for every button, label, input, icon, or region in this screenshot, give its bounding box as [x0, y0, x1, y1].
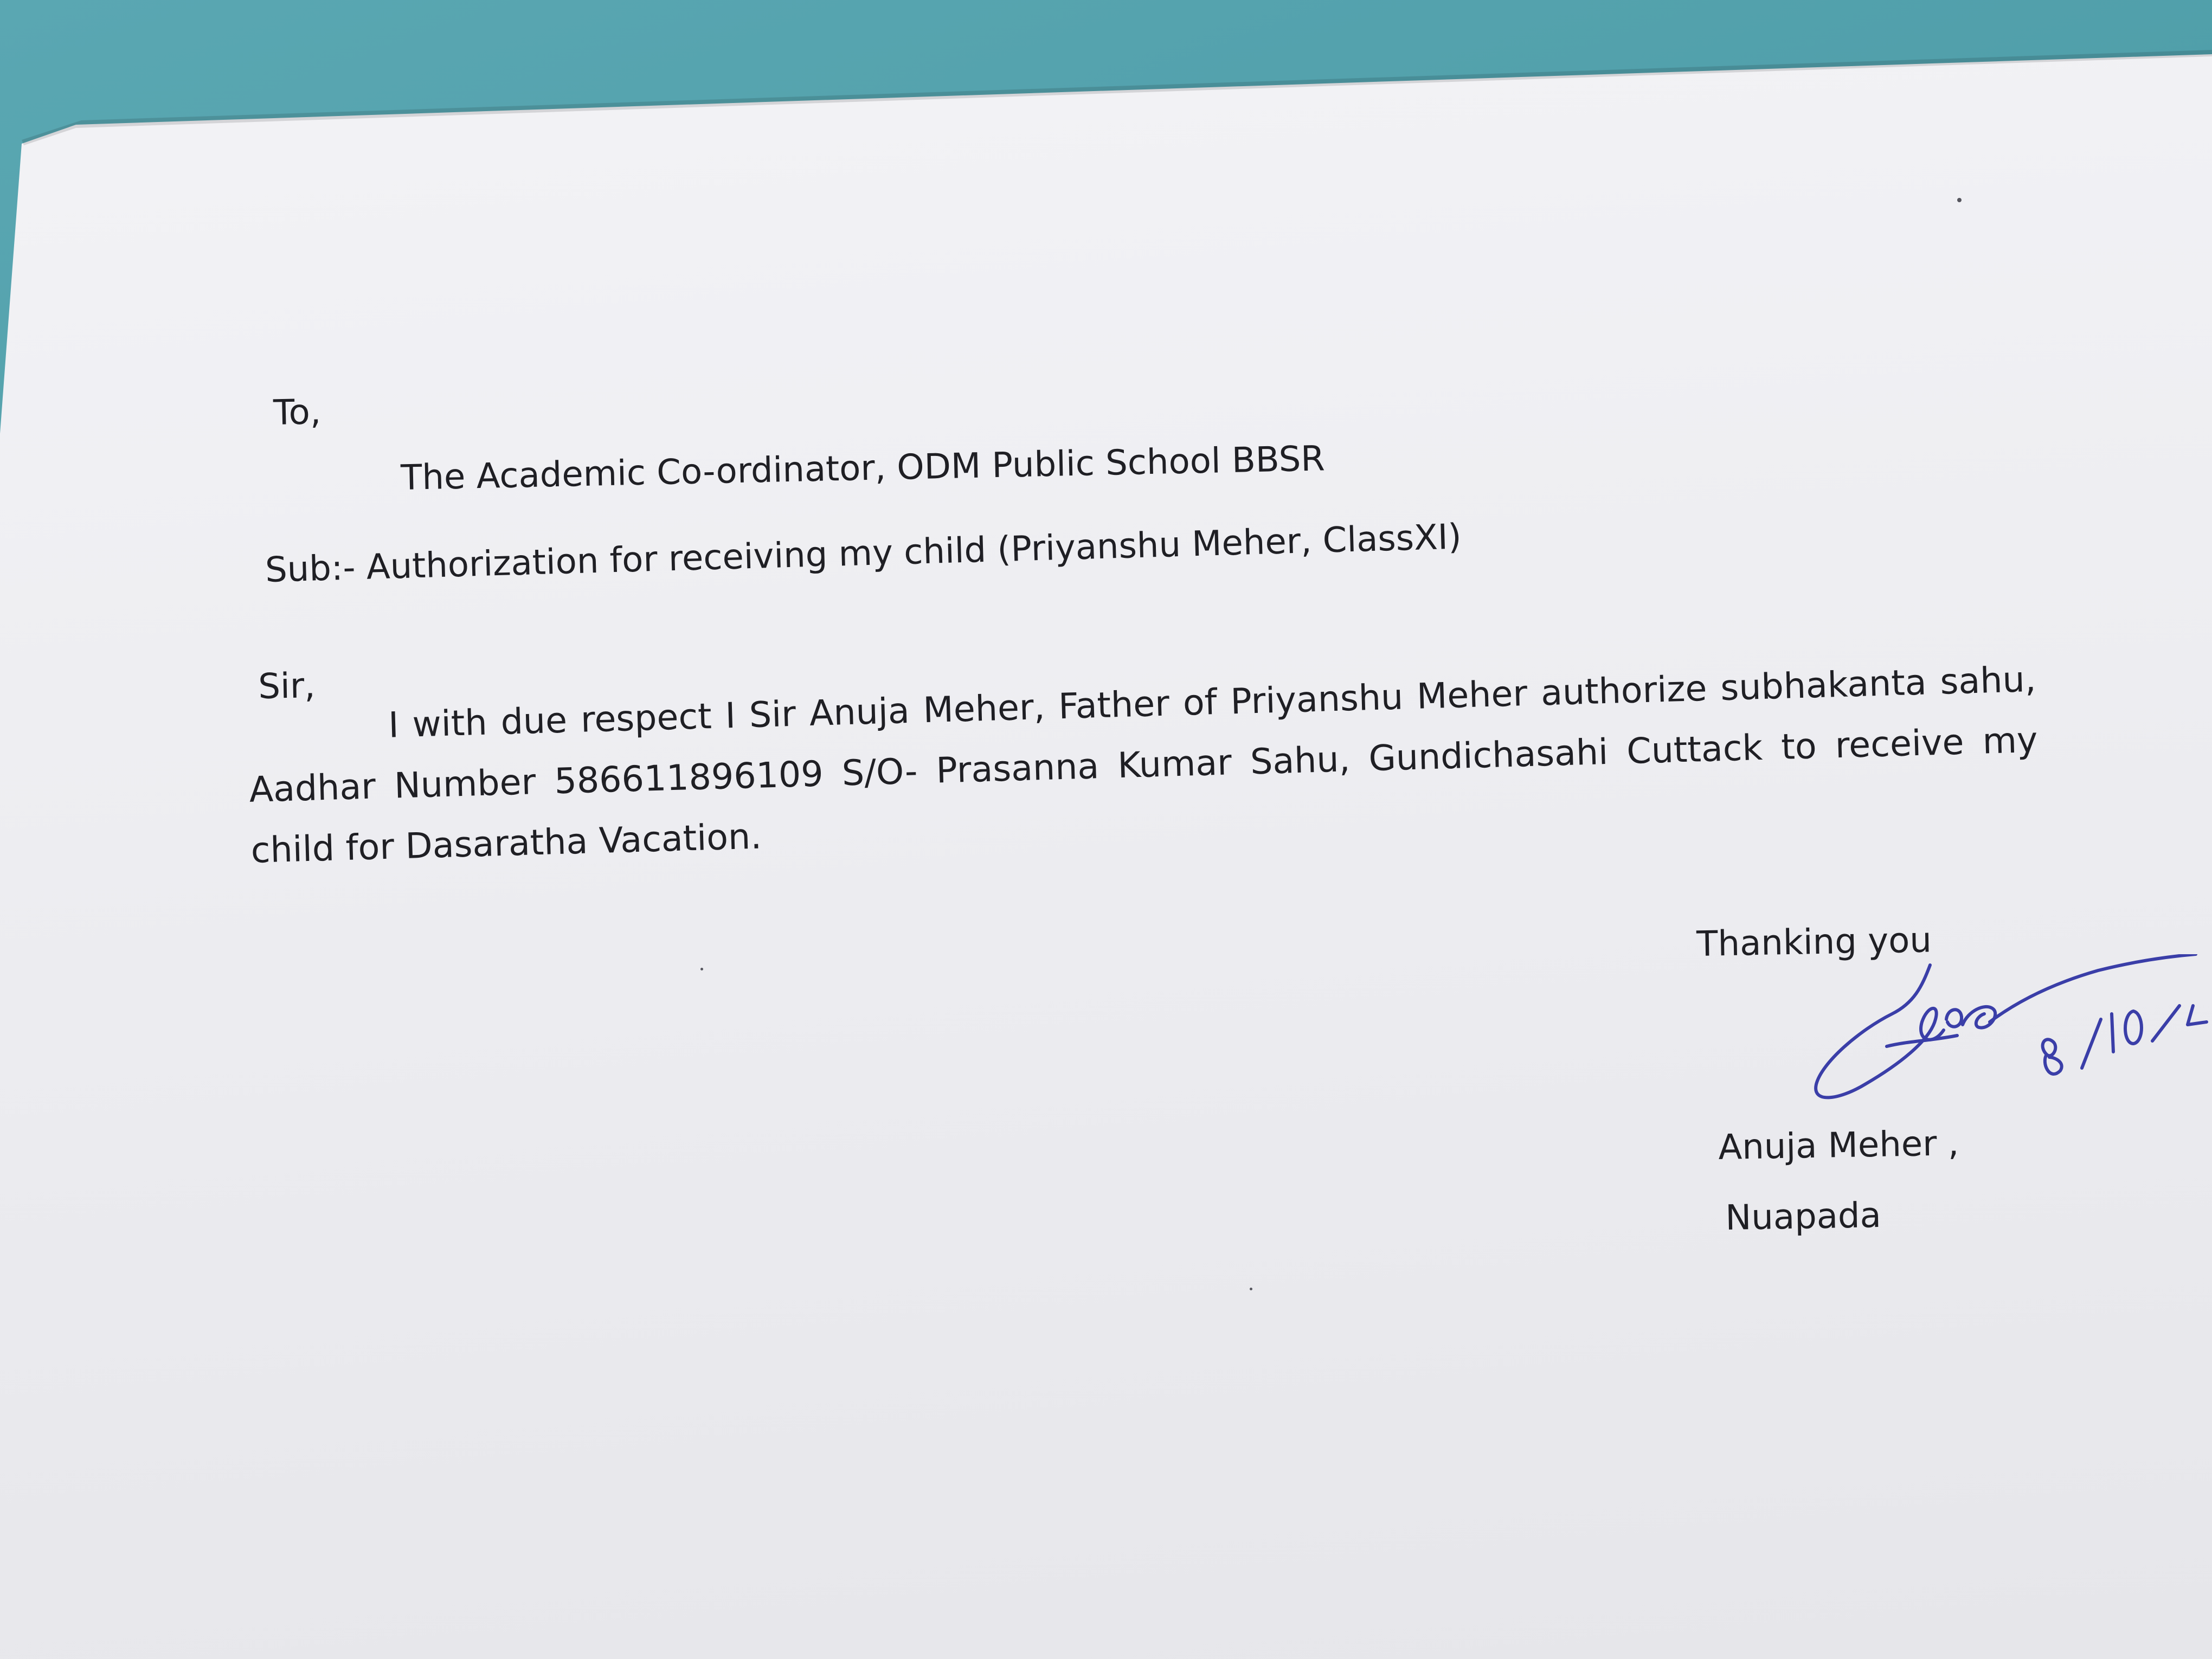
letter-closing: Thanking you [1696, 920, 1932, 964]
paper-speck [1957, 198, 1962, 202]
paper-speck [700, 968, 703, 970]
letter-salutation: Sir, [258, 666, 316, 707]
signer-place: Nuapada [1725, 1195, 1882, 1238]
letter-body-paragraph [247, 650, 2040, 882]
letter-recipient: The Academic Co-ordinator, ODM Public School BBSR [400, 439, 1326, 498]
handwritten-signature [1805, 954, 2212, 1117]
letter-to-line: To, [273, 392, 321, 433]
paragraph-indent [248, 737, 389, 741]
paper-speck [1250, 1288, 1252, 1290]
signer-name: Anuja Meher , [1718, 1123, 1959, 1168]
letter-subject: Sub:- Authorization for receiving my child (Priyanshu Meher, ClassXI) [265, 517, 1462, 590]
handwritten-date [2043, 1006, 2207, 1074]
letter-body-text: I with due respect I Sir Anuja Meher, Father of Priyanshu Meher authorize subhakanta sahu, Aadhar Number 586611896109 S/O- Prasanna Kumar Sahu, Gundichasahi Cuttack to receive my child for Dasaratha Vacation. [248, 659, 2039, 871]
signature-drawing [1805, 954, 2212, 1117]
